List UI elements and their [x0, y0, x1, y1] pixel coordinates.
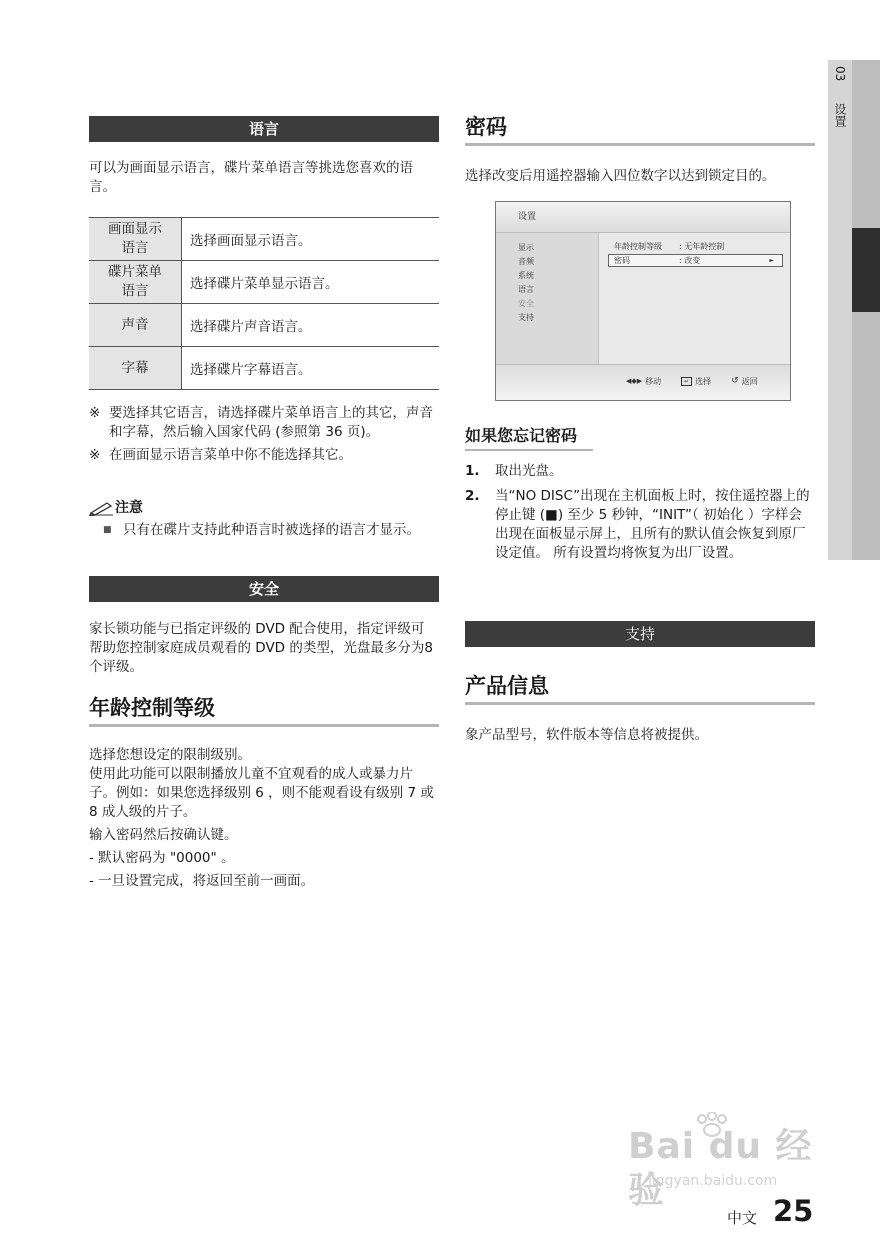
settings-screen — [495, 201, 791, 401]
menu-item-display: 显示 — [518, 243, 534, 252]
pencil-icon — [89, 500, 115, 516]
product-heading: 产品信息 — [465, 672, 815, 705]
menu-item-security: 安全 — [518, 299, 534, 308]
note-symbol: ※ — [89, 447, 101, 463]
table-value: 选择碟片菜单显示语言。 — [182, 261, 440, 304]
side-tab-label: 设置 — [833, 102, 847, 127]
nav-return-label: 返回 — [741, 377, 758, 386]
menu-item-audio: 音频 — [518, 257, 534, 266]
screen-header — [496, 202, 790, 233]
bullet-icon: ■ — [103, 525, 112, 535]
screen-row-password: 密码 : 改变 ► — [608, 254, 783, 267]
table-key: 声音 — [89, 304, 182, 347]
screen-title: 设置 — [518, 212, 537, 222]
watermark-url: jingyan.baidu.com — [648, 1173, 778, 1189]
table-row — [89, 261, 439, 304]
nav-move-label: 移动 — [645, 377, 662, 386]
age-heading: 年龄控制等级 — [89, 694, 439, 727]
note-symbol: ※ — [89, 405, 101, 421]
watermark-logo: Bai du 经验 — [628, 1126, 813, 1211]
product-text: 象产品型号，软件版本等信息将被提供。 — [465, 727, 708, 743]
caution-title: 注意 — [115, 500, 143, 516]
table-value: 选择碟片声音语言。 — [182, 304, 440, 347]
password-heading: 密码 — [465, 113, 815, 146]
move-arrows-icon: ◀◆▶ — [626, 377, 643, 385]
screen-row-age: 年龄控制等级 : 无年龄控制 — [614, 242, 725, 251]
table-key: 碟片菜单 语言 — [89, 261, 182, 304]
paw-icon — [694, 1112, 730, 1138]
caution-block — [89, 498, 437, 544]
security-section-bar: 安全 — [89, 576, 439, 602]
return-icon: ↺ — [731, 376, 739, 386]
page-number: 25 — [773, 1194, 814, 1228]
list-item: 1. 取出光盘。 — [465, 463, 563, 479]
screen-navbar — [496, 364, 790, 400]
list-item: 2. 当“NO DISC”出现在主机面板上时，按住遥控器上的停止键 (■) 至少 5 秒钟，“INIT”（ 初始化 ）字样会出现在面板显示屏上，且所有的默认值会恢复到原厂设定值。 所有设置均将恢复为出厂设置。 — [465, 488, 810, 561]
nav-select-label: 选择 — [695, 377, 712, 386]
list-item: ※ 要选择其它语言，请选择碟片菜单语言上的其它，声音和字幕，然后输入国家代码 (参照第 36 页)。 — [89, 405, 433, 440]
language-intro: 可以为画面显示语言，碟片菜单语言等挑选您喜欢的语言。 — [89, 160, 413, 195]
list-item: ※ 在画面显示语言菜单中你不能选择其它。 — [89, 447, 352, 463]
side-tab-text — [829, 66, 851, 127]
side-tab-marker — [852, 228, 880, 312]
table-value: 选择碟片字幕语言。 — [182, 347, 440, 390]
menu-item-support: 支持 — [518, 313, 534, 322]
table-row — [89, 304, 439, 347]
menu-item-system: 系统 — [518, 271, 534, 280]
language-notes — [89, 404, 437, 469]
table-key: 字幕 — [89, 347, 182, 390]
language-table — [89, 217, 439, 390]
age-text: 选择您想设定的限制级别。 使用此功能可以限制播放儿童不宜观看的成人或暴力片子。例如：如果您选择级别 6 ，则不能观看设有级别 7 或 8 成人级的片子。 输入密码然后按确认键。 - 默认密码为 "0000" 。 - 一旦设置完成，将返回至前一画面。 — [89, 747, 434, 889]
table-row — [89, 218, 439, 261]
support-section-bar: 支持 — [465, 621, 815, 647]
password-text: 选择改变后用遥控器输入四位数字以达到锁定目的。 — [465, 168, 776, 184]
list-item: ■ 只有在碟片支持此种语言时被选择的语言才显示。 — [103, 522, 420, 538]
forgot-steps — [465, 462, 810, 563]
enter-icon: ↵ — [681, 377, 692, 386]
table-key: 画面显示 语言 — [89, 218, 182, 261]
language-section-bar: 语言 — [89, 116, 439, 142]
side-tab-number: 03 — [833, 66, 847, 82]
menu-item-language: 语言 — [518, 285, 534, 294]
security-text: 家长锁功能与已指定评级的 DVD 配合使用，指定评级可帮助您控制家庭成员观看的 DVD 的类型，光盘最多分为8 个评级。 — [89, 621, 433, 675]
table-row — [89, 347, 439, 390]
forgot-heading: 如果您忘记密码 — [465, 425, 593, 451]
side-tab — [828, 60, 852, 560]
arrow-right-icon: ► — [769, 257, 774, 264]
table-value: 选择画面显示语言。 — [182, 218, 440, 261]
screen-menu — [496, 233, 599, 364]
footer-language: 中文 — [727, 1209, 758, 1227]
